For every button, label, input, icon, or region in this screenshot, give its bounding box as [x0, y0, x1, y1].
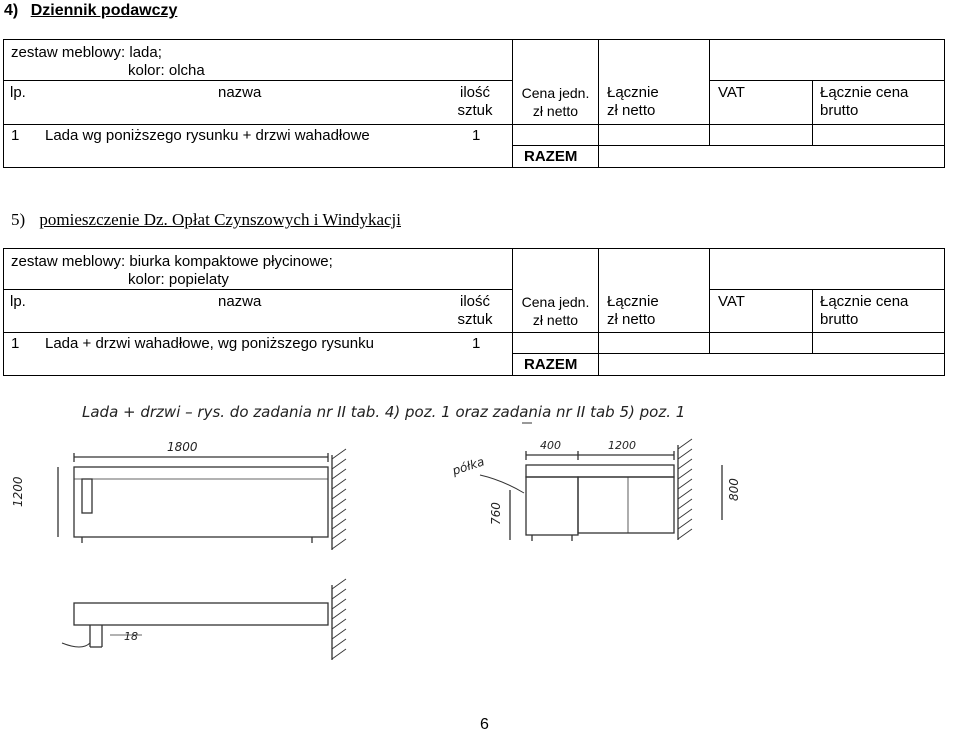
row-ilosc: 1	[472, 127, 481, 144]
row-nazwa: Lada wg poniższego rysunku + drzwi wahadłowe	[45, 127, 370, 144]
header-lp: lp.	[10, 293, 26, 310]
header-lacznie: Łącznie zł netto	[607, 293, 659, 328]
dim-18: 18	[124, 630, 138, 643]
dim-1200-left: 1200	[11, 476, 25, 507]
header-vat: VAT	[718, 293, 745, 310]
dim-1200-right: 1200	[608, 439, 636, 452]
sketch-side-view	[480, 439, 722, 541]
sketch-plan-view	[62, 579, 346, 660]
row-ilosc: 1	[472, 335, 481, 352]
header-lp: lp.	[10, 84, 26, 101]
section5-set-label: zestaw meblowy: biurka kompaktowe płycinowe;	[11, 253, 333, 270]
section4-number: 4)	[4, 2, 19, 19]
dim-400: 400	[540, 439, 561, 452]
section4-heading	[4, 2, 177, 20]
dim-1800: 1800	[167, 440, 198, 454]
row-lp: 1	[11, 127, 20, 144]
header-nazwa: nazwa	[218, 293, 262, 310]
section5-number: 5)	[11, 210, 26, 229]
section4-title: Dziennik podawczy	[30, 2, 178, 19]
dim-760: 760	[489, 502, 503, 525]
razem-label: RAZEM	[524, 356, 578, 373]
header-ilosc: ilość sztuk	[457, 84, 493, 119]
razem-label: RAZEM	[524, 148, 578, 165]
row-lp: 1	[11, 335, 20, 352]
section5-title: pomieszczenie Dz. Opłat Czynszowych i Windykacji	[39, 210, 401, 229]
header-nazwa: nazwa	[218, 84, 262, 101]
header-brutto: Łącznie cena brutto	[820, 84, 909, 119]
page-number: 6	[480, 716, 489, 733]
section5-color-label: kolor: popielaty	[128, 271, 229, 288]
sketch-front-view	[58, 449, 346, 550]
section4-set-label: zestaw meblowy: lada;	[11, 44, 162, 61]
section4-color-label: kolor: olcha	[128, 62, 205, 79]
sketch-caption: Lada + drzwi – rys. do zadania nr II tab. 4) poz. 1 oraz zadania nr II tab 5) poz. 1	[82, 403, 686, 421]
header-vat: VAT	[718, 84, 745, 101]
header-lacznie: Łącznie zł netto	[607, 84, 659, 119]
header-cena: Cena jedn. zł netto	[521, 85, 590, 119]
section5-heading	[11, 210, 401, 230]
dim-800: 800	[727, 478, 741, 501]
header-brutto: Łącznie cena brutto	[820, 293, 909, 328]
header-ilosc: ilość sztuk	[457, 293, 493, 328]
header-cena: Cena jedn. zł netto	[521, 294, 590, 328]
counter-sketch	[11, 385, 960, 695]
row-nazwa: Lada + drzwi wahadłowe, wg poniższego rysunku	[45, 335, 374, 352]
shelf-label: półka	[450, 454, 487, 478]
